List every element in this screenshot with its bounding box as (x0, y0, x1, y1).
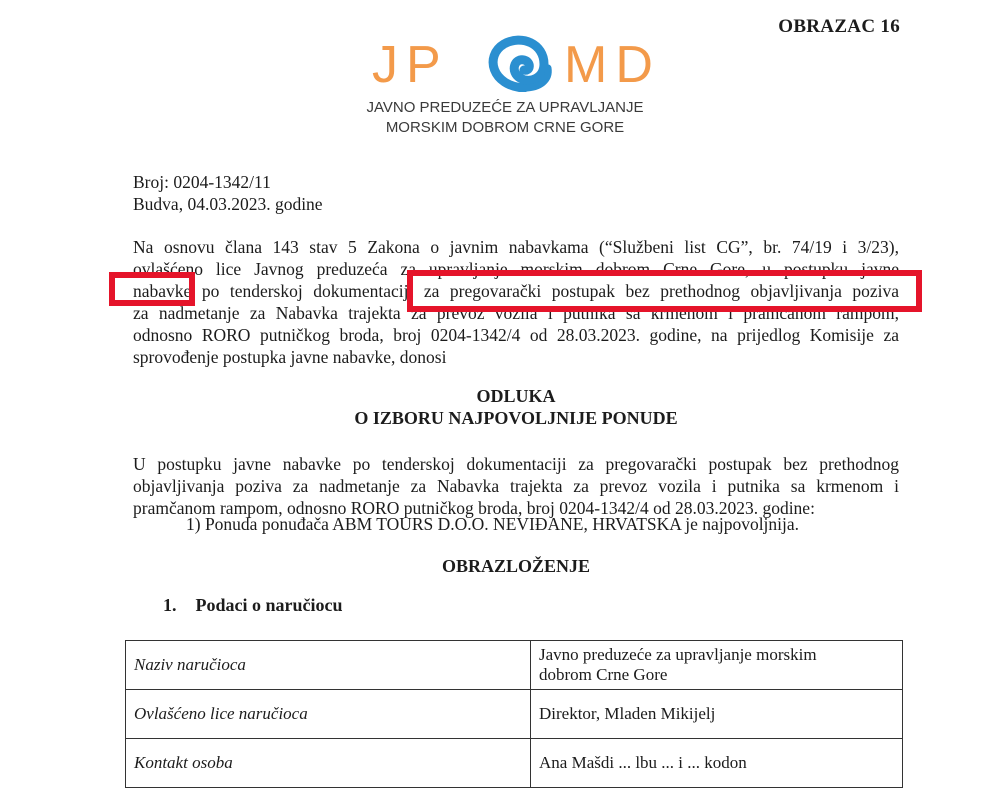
table-value-line: Javno preduzeće za upravljanje morskim (539, 645, 817, 664)
section-title: Podaci o naručiocu (195, 595, 343, 615)
table-value: Ana Mašdi ... lbu ... i ... kodon (531, 739, 903, 788)
winning-offer: 1) Ponuda ponuđača ABM TOURS D.O.O. NEVIĐANE, HRVATSKA je najpovoljnija. (186, 514, 800, 534)
highlight-box-nabavke (109, 272, 195, 306)
org-name-line-2: MORSKIM DOBROM CRNE GORE (385, 119, 625, 136)
decision-line: objavljivanja poziva za nadmetanje za Nabavka trajekta za prevoz vozila i putnika sa krmenom i (133, 476, 899, 496)
intro-line: sprovođenje postupka javne nabavke, donosi (133, 347, 447, 367)
intro-line: ovlašćeno lice Javnog preduzeća za upravljanje morskim dobrom Crne Gore, u postupku javne (133, 259, 899, 279)
intro-line: za nadmetanje za Nabavka trajekta za prevoz vozila i putnika sa krmenom i pramčanom rampom, (133, 303, 899, 323)
company-logo (372, 34, 662, 92)
table-value-line: dobrom Crne Gore (539, 665, 668, 684)
decision-title-line-2: O IZBORU NAJPOVOLJNIJE PONUDE (354, 408, 678, 428)
shell-icon (493, 40, 548, 88)
decision-line: U postupku javne nabavke po tenderskoj dokumentaciji za pregovarački postupak bez prethodnog (133, 454, 899, 474)
logo-graphic (372, 34, 662, 92)
logo-text-left: JP (372, 36, 449, 92)
org-name-line-1: JAVNO PREDUZEĆE ZA UPRAVLJANJE (366, 99, 644, 116)
intro-line: Na osnovu člana 143 stav 5 Zakona o javnim nabavkama (“Službeni list CG”, br. 74/19 i 3/23), (133, 237, 899, 257)
form-number: OBRAZAC 16 (778, 16, 900, 37)
section-number: 1. (163, 595, 177, 615)
table-row (126, 641, 903, 690)
decision-paragraph (133, 453, 899, 519)
decision-title-line-1: ODLUKA (476, 386, 556, 406)
logo-text-right: MD (564, 36, 661, 92)
document-place-date: Budva, 04.03.2023. godine (133, 194, 323, 214)
table-row (126, 690, 903, 739)
table-value: Direktor, Mladen Mikijelj (531, 690, 903, 739)
table-label: Ovlašćeno lice naručioca (126, 690, 531, 739)
decision-title (133, 385, 899, 429)
section-heading (163, 595, 343, 616)
table-label: Kontakt osoba (126, 739, 531, 788)
document-number: Broj: 0204-1342/11 (133, 172, 271, 192)
table-value (531, 641, 903, 690)
table-row (126, 739, 903, 788)
organization-name (330, 98, 680, 138)
table-label: Naziv naručioca (126, 641, 531, 690)
decision-line: pramčanom rampom, odnosno RORO putničkog broda, broj 0204-1342/4 od 28.03.2023. godine: (133, 498, 815, 518)
highlight-box-procedure (407, 270, 922, 312)
client-info-table (125, 640, 903, 788)
reasoning-title: OBRAZLOŽENJE (441, 556, 591, 576)
intro-line: nabavke po tenderskoj dokumentaciji za pregovarački postupak bez prethodnog objavljivanja poziva (133, 281, 899, 301)
intro-line: odnosno RORO putničkog broda, broj 0204-1342/4 od 28.03.2023. godine, na prijedlog Komisije za (133, 325, 899, 345)
